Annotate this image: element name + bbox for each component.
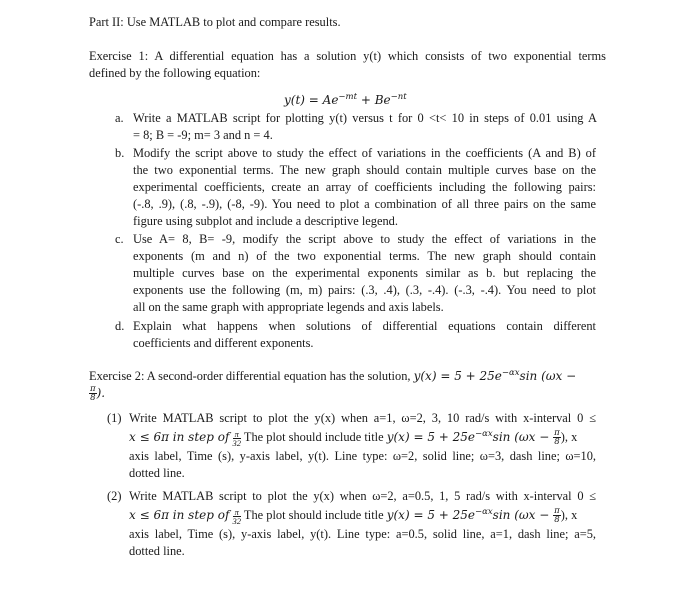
ex1-item-c-line-5: all on the same graph with appropriate legends and axis labels. [133,300,444,314]
pi-over-8-fraction: $\frac{\pi}{8}$ [554,428,560,447]
ex2-item-1-line-3: axis label, Time (s), y-axis label, y(t). Line type: ω=2, solid line; ω=3, dash line; ω=10, [129,449,596,463]
pi-over-8-fraction: $\frac{\pi}{8}$ [90,384,96,403]
ex2-item-2-line-3: axis label, Time (s), y-axis label, y(t). Line type: a=0.5, solid line, a=1, dash line; a=5, [129,527,596,541]
ex1-item-c-line-1: Use A= 8, B= -9, modify the script above to study the effect of variations in the [133,232,596,246]
part-title: Part II: Use MATLAB to plot and compare results. [89,15,341,29]
ex1-item-c-label: c. [115,232,124,246]
ex1-item-b-line-1: Modify the script above to study the effect of variations in the coefficients (A and B) of [133,146,596,160]
ex1-item-c-line-4: exponents use the following (m, m) pairs: (.3, .4), (.3, -.4). (-.3, -.4). You need to plot [133,283,596,297]
ex2-intro-fraction: $\frac{\pi}{8}$ ). [90,384,106,403]
ex1-item-c-line-3: multiple curves base on the experimental exponents similar as b. but replacing the [133,266,596,280]
ex1-item-b-line-4: (-.8, .9), (.8, -.9), (-8, -9). You need to plot a combination of all three pairs on the same [133,197,596,211]
ex1-item-a-label: a. [115,111,124,125]
ex1-intro-line-1: Exercise 1: A differential equation has a solution y(t) which consists of two exponential terms [89,49,606,63]
pi-over-32-fraction: $\frac{\pi}{32}$ [232,428,242,448]
pi-over-8-fraction: $\frac{\pi}{8}$ [554,506,560,525]
ex1-item-c-line-2: exponents (m and n) of the two exponential terms. The new graph should contain [133,249,596,263]
ex1-intro-line-2: defined by the following equation: [89,66,261,80]
ex2-item-1-line-2: x ≤ 6π in step of $\frac{\pi}{32}$ The plot should include title $y(x) = 5 + 25e^{-\alpha x}\sin$ (ωx − $\frac{\pi}{8}$ ), x [129,428,578,448]
ex2-item-2-label: (2) [107,489,122,503]
ex1-item-a-line-2: = 8; B = -9; m= 3 and n = 4. [133,128,273,142]
ex1-item-b-line-3: experimental coefficients, create an array of coefficients including the following pairs: [133,180,596,194]
pi-over-32-fraction: $\frac{\pi}{32}$ [232,506,242,526]
ex1-item-b-line-2: the two exponential terms. The new graph should contain multiple curves base on the [133,163,596,177]
ex1-item-d-label: d. [115,319,125,333]
ex1-item-d-line-1: Explain what happens when solutions of differential equations contain different [133,319,596,333]
ex1-item-b-label: b. [115,146,125,160]
ex2-item-1-label: (1) [107,411,122,425]
ex2-item-2-line-1: Write MATLAB script to plot the y(x) when ω=2, a=0.5, 1, 5 rad/s with x-interval 0 ≤ [129,489,596,503]
ex1-equation: $y(t) = Ae^{-mt} + Be^{-nt}$ [284,92,407,107]
ex2-intro: Exercise 2: A second-order differential equation has the solution, $y(x) = 5 + 25e^{-\alpha x}\sin$ (ωx − [89,368,577,383]
ex2-item-1-line-4: dotted line. [129,466,185,480]
ex1-item-b-line-5: figure using subplot and include a descriptive legend. [133,214,398,228]
ex2-item-1-line-1: Write MATLAB script to plot the y(x) when a=1, ω=2, 3, 10 rad/s with x-interval 0 ≤ [129,411,596,425]
ex2-item-2-line-4: dotted line. [129,544,185,558]
ex2-item-2-line-2: x ≤ 6π in step of $\frac{\pi}{32}$ The plot should include title $y(x) = 5 + 25e^{-\alpha x}\sin$ (ωx − $\frac{\pi}{8}$ ), x [129,506,578,526]
ex1-item-a-line-1: Write a MATLAB script for plotting y(t) versus t for 0 <t< 10 in steps of 0.01 using A [133,111,597,125]
ex1-item-d-line-2: coefficients and different exponents. [133,336,314,350]
